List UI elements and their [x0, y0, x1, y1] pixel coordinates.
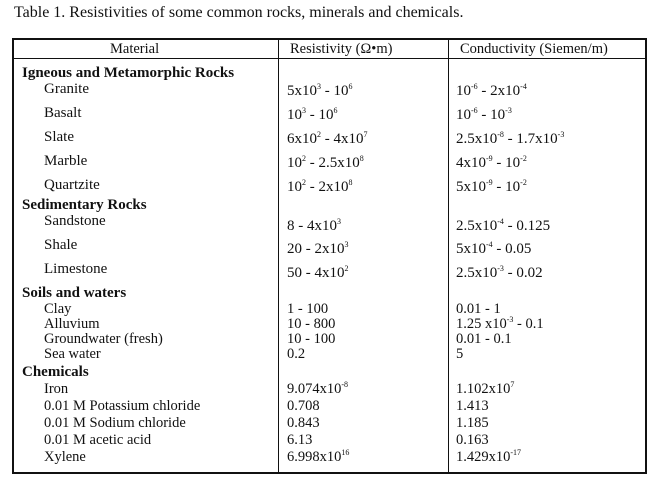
material-name: Clay [44, 301, 72, 317]
conductivity-value: 5 [456, 346, 464, 362]
conductivity-value: $5x10^{-4} - 0.05$ [456, 240, 532, 257]
conductivity-value: $10^{-6} - 10^{-3}$ [456, 106, 512, 123]
section-title: Soils and waters [22, 285, 127, 301]
resistivity-value: $10^2 - 2.5x10^8$ [287, 154, 364, 171]
header-conductivity: Conductivity (Siemen/m) [460, 41, 608, 57]
conductivity-value: 0.01 - 1 [456, 301, 501, 317]
header-material: Material [110, 41, 160, 57]
resistivity-value: $5x10^3 - 10^6$ [287, 82, 353, 99]
material-name: Limestone [44, 261, 108, 277]
conductivity-value: $4x10^{-9} - 10^{-2}$ [456, 154, 527, 171]
material-name: Groundwater (fresh) [44, 331, 163, 347]
header-divider [14, 58, 645, 59]
resistivity-value: 10 - 100 [287, 331, 336, 347]
conductivity-value: $5x10^{-9} - 10^{-2}$ [456, 178, 527, 195]
material-name: Sea water [44, 346, 101, 362]
resistivity-value: 0.708 [287, 398, 320, 414]
conductivity-value: $2.5x10^{-4} - 0.125$ [456, 217, 551, 234]
conductivity-value: 0.163 [456, 432, 489, 448]
material-name: Xylene [44, 449, 86, 465]
resistivity-value: 1 - 100 [287, 301, 329, 317]
resistivity-value: $6x10^2 - 4x10^7$ [287, 130, 368, 147]
conductivity-value: $1.429x10^{-17}$ [456, 448, 522, 465]
conductivity-value: $2.5x10^{-8} - 1.7x10^{-3}$ [456, 130, 565, 147]
conductivity-value: 1.25 $x10^{-3} - 0.1$ [456, 315, 544, 332]
material-name: Basalt [44, 105, 82, 121]
material-name: Quartzite [44, 177, 100, 193]
resistivity-value: $9.074x10^{-8}$ [287, 380, 349, 397]
resistivity-value: $50 - 4x10^2$ [287, 264, 349, 281]
conductivity-value: 1.413 [456, 398, 489, 414]
material-name: Shale [44, 237, 78, 253]
material-name: Slate [44, 129, 74, 145]
column-divider [448, 40, 449, 472]
material-name: Alluvium [44, 316, 100, 332]
column-divider [278, 40, 279, 472]
section-title: Sedimentary Rocks [22, 197, 147, 213]
conductivity-value: $2.5x10^{-3} - 0.02$ [456, 264, 543, 281]
material-name: Marble [44, 153, 88, 169]
material-name: 0.01 M Sodium chloride [44, 415, 186, 431]
material-name: Sandstone [44, 213, 106, 229]
resistivity-value: 0.843 [287, 415, 320, 431]
resistivity-value: $8 - 4x10^3$ [287, 217, 341, 234]
conductivity-value: $10^{-6} - 2x10^{-4}$ [456, 82, 527, 99]
resistivity-value: 6.13 [287, 432, 313, 448]
section-title: Igneous and Metamorphic Rocks [22, 65, 235, 81]
material-name: Granite [44, 81, 89, 97]
material-name: Iron [44, 381, 69, 397]
resistivity-value: 10 - 800 [287, 316, 336, 332]
resistivity-value: 0.2 [287, 346, 306, 362]
resistivity-table [12, 38, 647, 474]
table-caption: Table 1. Resistivities of some common rocks, minerals and chemicals. [14, 4, 464, 21]
conductivity-value: 1.185 [456, 415, 489, 431]
conductivity-value: $1.102x10^7$ [456, 380, 515, 397]
resistivity-value: $10^3 - 10^6$ [287, 106, 338, 123]
resistivity-value: $6.998x10^{16}$ [287, 448, 350, 465]
material-name: 0.01 M acetic acid [44, 432, 152, 448]
header-resistivity: Resistivity (Ω•m) [290, 41, 393, 57]
section-title: Chemicals [22, 364, 89, 380]
conductivity-value: 0.01 - 0.1 [456, 331, 512, 347]
material-name: 0.01 M Potassium chloride [44, 398, 201, 414]
resistivity-value: $10^2 - 2x10^8$ [287, 178, 353, 195]
resistivity-value: $20 - 2x10^3$ [287, 240, 349, 257]
